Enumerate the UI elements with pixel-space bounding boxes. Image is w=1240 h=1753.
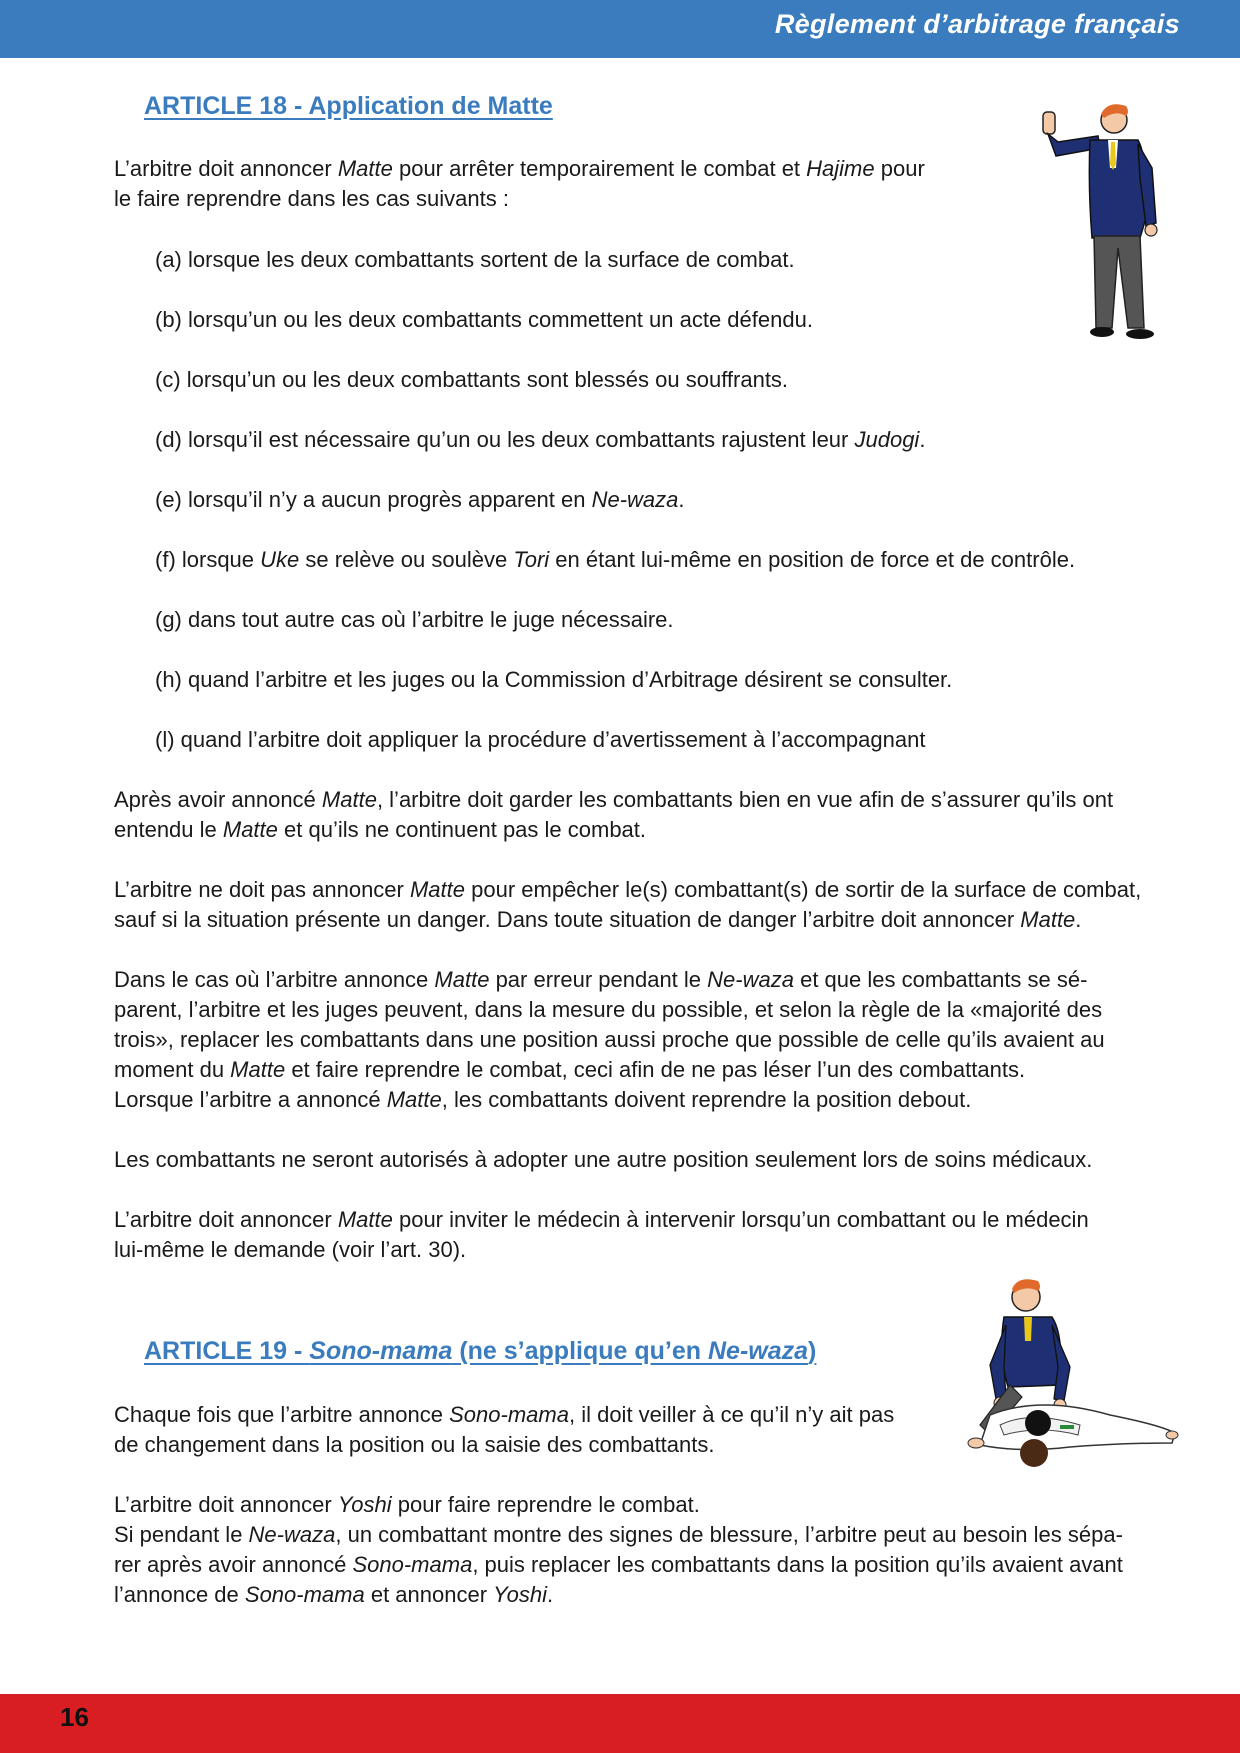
article-19-title: ARTICLE 19 - Sono-mama (ne s’applique qu’en Ne-waza)	[144, 1337, 817, 1365]
header-bar	[0, 0, 1240, 58]
list-item-d: (d) lorsqu’il est nécessaire qu’un ou les deux combattants rajustent leur Judogi.	[155, 427, 926, 452]
list-item-a: (a) lorsque les deux combattants sortent de la surface de combat.	[155, 247, 795, 272]
list-item-h: (h) quand l’arbitre et les juges ou la Commission d’Arbitrage désirent se consulter.	[155, 667, 953, 692]
referee-sono-mama-illustration	[960, 1275, 1180, 1485]
list-item-e: (e) lorsqu’il n’y a aucun progrès apparent en Ne-waza.	[155, 487, 685, 512]
article-18-paragraph-3: Dans le cas où l’arbitre annonce Matte par erreur pendant le Ne-waza et que les combattants se sé- parent, l’arbitre et les juges peuvent, dans la mesure du possible, et selon la règle de la «majorité des trois», replacer les combattants dans une position aussi proche que possible de celle qu’ils avaient au moment du Matte et faire reprendre le combat, ceci afin de ne pas léser l’un des combattants. Lorsque l’arbitre a annoncé Matte, les combattants doivent reprendre la position debout.	[114, 967, 1105, 1112]
article-19-paragraph-2: L’arbitre doit annoncer Yoshi pour faire reprendre le combat.	[114, 1492, 700, 1517]
article-18-intro: L’arbitre doit annoncer Matte pour arrêter temporairement le combat et Hajime pour le faire reprendre dans les cas suivants :	[114, 156, 925, 211]
referee-matte-illustration	[1040, 98, 1170, 343]
list-item-g: (g) dans tout autre cas où l’arbitre le juge nécessaire.	[155, 607, 674, 632]
article-19-paragraph-1: Chaque fois que l’arbitre annonce Sono-mama, il doit veiller à ce qu’il n’y ait pas de changement dans la position ou la saisie des combattants.	[114, 1402, 895, 1457]
list-item-f: (f) lorsque Uke se relève ou soulève Tori en étant lui-même en position de force et de contrôle.	[155, 547, 1076, 572]
header-title: Règlement d’arbitrage français	[774, 9, 1180, 39]
article-18-paragraph-2: L’arbitre ne doit pas annoncer Matte pour empêcher le(s) combattant(s) de sortir de la surface de combat, sauf si la situation présente un danger. Dans toute situation de danger l’arbitre doit annoncer Matte.	[114, 877, 1142, 932]
page-number: 16	[60, 1702, 89, 1732]
article-18-paragraph-5: L’arbitre doit annoncer Matte pour inviter le médecin à intervenir lorsqu’un combattant ou le médecin lui-même le demande (voir l’art. 30).	[114, 1207, 1089, 1262]
article-18-paragraph-1: Après avoir annoncé Matte, l’arbitre doit garder les combattants bien en vue afin de s’assurer qu’ils ont entendu le Matte et qu’ils ne continuent pas le combat.	[114, 787, 1114, 842]
list-item-l: (l) quand l’arbitre doit appliquer la procédure d’avertissement à l’accompagnant	[155, 727, 926, 752]
article-18-title: ARTICLE 18 - Application de Matte	[144, 92, 553, 120]
article-19-paragraph-3: Si pendant le Ne-waza, un combattant montre des signes de blessure, l’arbitre peut au besoin les sépa- rer après avoir annoncé Sono-mama, puis replacer les combattants dans la position qu’ils avaient avant l’annonce de Sono-mama et annoncer Yoshi.	[114, 1522, 1123, 1607]
list-item-b: (b) lorsqu’un ou les deux combattants commettent un acte défendu.	[155, 307, 813, 332]
list-item-c: (c) lorsqu’un ou les deux combattants sont blessés ou souffrants.	[155, 367, 789, 392]
footer-bar	[0, 1694, 1240, 1753]
article-18-paragraph-4: Les combattants ne seront autorisés à adopter une autre position seulement lors de soins médicaux.	[114, 1147, 1093, 1172]
